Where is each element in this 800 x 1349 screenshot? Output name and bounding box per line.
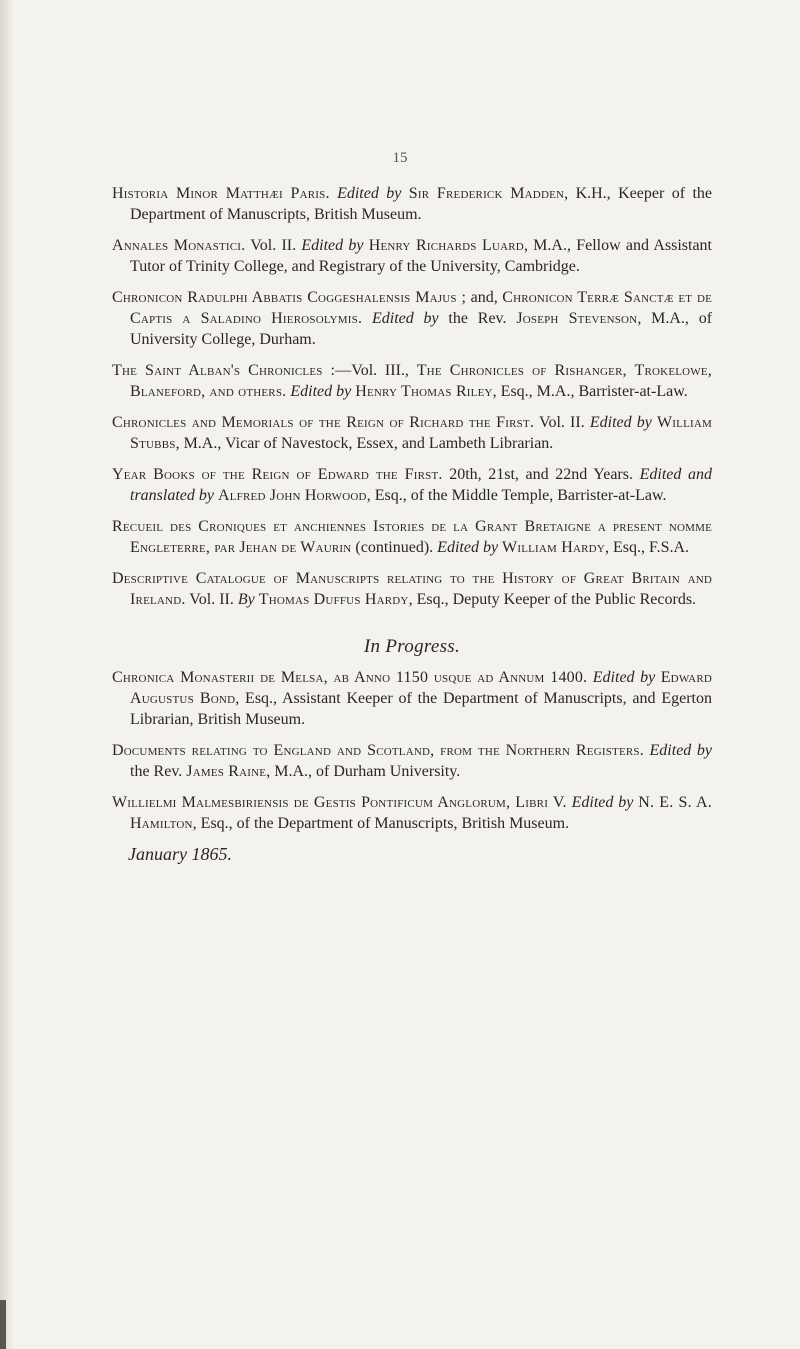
publication-entry	[112, 516, 712, 558]
entry-title: Year Books of the Reign of Edward the First.	[112, 466, 443, 483]
entry-details: , M.A., Vicar of Navestock, Essex, and Lambeth Librarian.	[175, 435, 554, 452]
edited-label: Edited by	[301, 237, 364, 254]
editor-name: N. E. S. A. Hamilton	[130, 794, 712, 832]
editor-name: William Stubbs	[130, 414, 712, 452]
publication-entry	[112, 568, 712, 610]
entry-details: , K.H., Keeper of the Department of Manuscripts, British Museum.	[130, 185, 712, 223]
entry-volume: Vol. II.	[534, 414, 590, 431]
editor-name: William Hardy	[502, 539, 605, 556]
edited-label: Edited by	[437, 539, 499, 556]
entry-volume: Vol. II.	[185, 591, 238, 608]
publication-entry	[112, 287, 712, 350]
entry-details: , M.A., of Durham University.	[266, 763, 461, 780]
entry-volume: 20th, 21st, and 22nd Years.	[442, 466, 640, 483]
publication-entry	[112, 412, 712, 454]
entry-title: Documents relating to England and Scotland, from the Northern Registers.	[112, 742, 644, 759]
publication-entry	[112, 360, 712, 402]
editor-name: James Raine	[186, 763, 267, 780]
edited-label: Edited by	[592, 669, 656, 686]
entry-volume: (continued).	[351, 539, 438, 556]
entry-details: , M.A., of University College, Durham.	[130, 310, 713, 348]
edited-label: Edited by	[371, 310, 439, 327]
editor-name: Edward Augustus Bond	[130, 669, 713, 707]
entry-title: Chronicon Radulphi Abbatis Coggeshalensis Majus ;	[112, 289, 467, 306]
edited-label: Edited and translated by	[130, 466, 712, 504]
page-edge-mark	[0, 1300, 6, 1349]
in-progress-entry	[112, 792, 712, 834]
in-progress-heading: In Progress.	[363, 636, 461, 657]
entry-details: , Esq., F.S.A.	[604, 539, 690, 556]
publication-entry	[112, 235, 712, 277]
page-edge-shadow	[0, 0, 14, 1349]
entry-title: Chronicles and Memorials of the Reign of Richard the First.	[112, 414, 535, 431]
editor-name: Joseph Stevenson	[516, 310, 638, 327]
entry-volume: Vol. II.	[245, 237, 302, 254]
edited-label: Edited by	[589, 414, 652, 431]
entry-details: , Esq., of the Middle Temple, Barrister-at-Law.	[366, 487, 667, 504]
entry-author-name: Jehan de Waurin	[239, 539, 352, 556]
in-progress-entry	[112, 740, 712, 782]
page-number: 15	[392, 150, 408, 166]
edited-label: Edited by	[290, 383, 352, 400]
entry-details: , Esq., Deputy Keeper of the Public Records.	[408, 591, 697, 608]
entry-details: , M.A., Fellow and Assistant Tutor of Trinity College, and Registrary of the University, Cambridge.	[130, 237, 712, 275]
entry-title: Descriptive Catalogue of Manuscripts relating to the History of Great Britain and Ireland.	[112, 570, 712, 608]
entry-details: , Esq., Assistant Keeper of the Department of Manuscripts, and Egerton Librarian, British Museum.	[130, 690, 712, 728]
in-progress-entry	[112, 667, 712, 730]
editor-name: Thomas Duffus Hardy	[258, 591, 409, 608]
editor-prefix: the Rev.	[438, 310, 517, 327]
entry-title-secondary: The Chronicles of Rishanger, Trokelowe, Blaneford, and others.	[130, 362, 713, 400]
entry-title: The Saint Alban's Chronicles :	[112, 362, 336, 379]
publication-list	[112, 183, 712, 865]
edited-label: Edited by	[649, 742, 712, 759]
editor-prefix: the Rev.	[130, 763, 187, 780]
editor-name: Henry Thomas Riley	[355, 383, 493, 400]
entry-connector: —Vol. III.,	[335, 362, 417, 379]
entry-title: Recueil des Croniques et anchiennes Istories de la Grant Bretaigne a present nomme Engleterre, par	[112, 518, 712, 556]
editor-name: Alfred John Horwood	[218, 487, 367, 504]
entry-title: Chronica Monasterii de Melsa, ab Anno 1150 usque ad Annum 1400.	[112, 669, 588, 686]
publication-entry	[112, 464, 712, 506]
edited-label: Edited by	[571, 794, 634, 811]
entry-title: Willielmi Malmesbiriensis de Gestis Pontificum Anglorum, Libri V.	[112, 794, 567, 811]
edited-label: By	[237, 591, 255, 608]
edited-label: Edited by	[337, 185, 402, 202]
entry-title: Historia Minor Matthæi Paris.	[112, 185, 330, 202]
editor-name: Henry Richards Luard	[368, 237, 524, 254]
date-line: January 1865.	[128, 844, 232, 864]
entry-details: , Esq., M.A., Barrister-at-Law.	[492, 383, 688, 400]
entry-details: , Esq., of the Department of Manuscripts, British Museum.	[192, 815, 570, 832]
entry-title-secondary: Chronicon Terræ Sanctæ et de Captis a Saladino Hierosolymis.	[130, 289, 713, 327]
entry-connector: and,	[466, 289, 503, 306]
publication-entry	[112, 183, 712, 225]
editor-name: Sir Frederick Madden	[408, 185, 565, 202]
entry-title: Annales Monastici.	[112, 237, 246, 254]
